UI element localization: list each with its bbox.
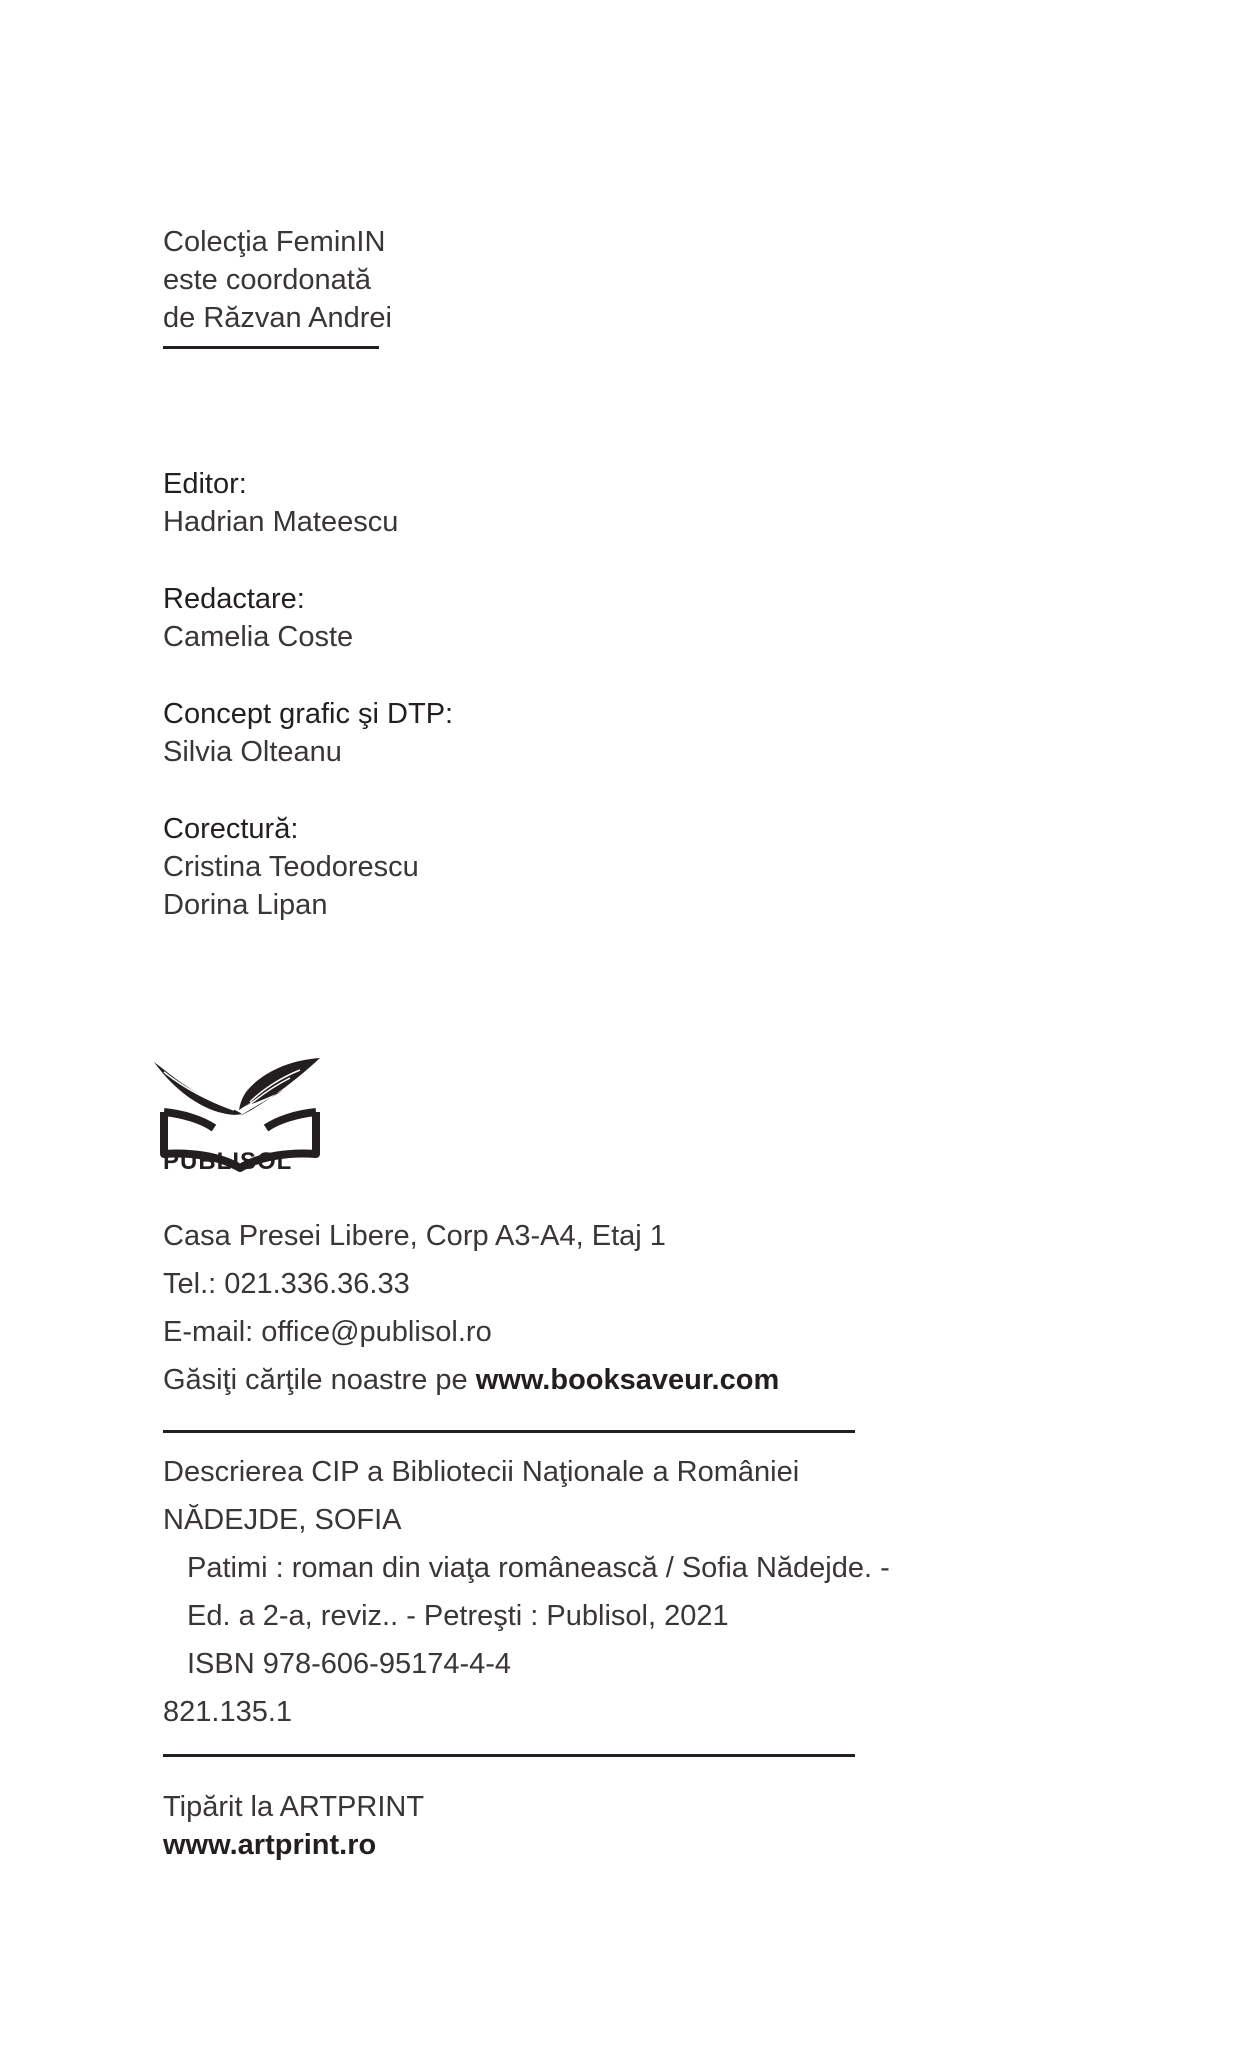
cip-top-divider <box>163 1430 855 1433</box>
credit-label: Corectură: <box>163 813 299 845</box>
cip-classification: 821.135.1 <box>163 1696 293 1728</box>
collection-note <box>163 223 392 337</box>
publisher-logo-name: PUBLISOL <box>163 1148 293 1175</box>
cip-edition: Ed. a 2-a, reviz.. - Petreşti : Publisol, 2021 <box>187 1600 729 1632</box>
credit-name: Hadrian Mateescu <box>163 506 399 538</box>
printed-at: Tipărit la ARTPRINT <box>163 1791 425 1823</box>
collection-line: Colecţia FeminIN <box>163 226 386 258</box>
cip-description <box>163 1448 890 1736</box>
credit-corectura <box>163 810 453 924</box>
credit-dtp <box>163 695 453 771</box>
credit-name: Camelia Coste <box>163 621 354 653</box>
cip-isbn: ISBN 978-606-95174-4-4 <box>187 1648 512 1680</box>
credit-name: Cristina Teodorescu <box>163 851 419 883</box>
credit-name: Dorina Lipan <box>163 889 328 921</box>
credit-label: Concept grafic şi DTP: <box>163 698 454 730</box>
credit-redactare <box>163 580 453 656</box>
publisher-phone: Tel.: 021.336.36.33 <box>163 1268 410 1300</box>
publisher-address: Casa Presei Libere, Corp A3-A4, Etaj 1 <box>163 1220 666 1252</box>
publisher-email: E-mail: office@publisol.ro <box>163 1316 492 1348</box>
printing-info <box>163 1788 424 1864</box>
collection-line: este coordonată <box>163 264 371 296</box>
publisher-contact <box>163 1212 779 1404</box>
collection-line: de Răzvan Andrei <box>163 302 392 334</box>
credits-section <box>163 465 453 963</box>
cip-author: NĂDEJDE, SOFIA <box>163 1504 402 1536</box>
credit-label: Editor: <box>163 468 247 500</box>
credit-editor <box>163 465 453 541</box>
cip-heading: Descrierea CIP a Bibliotecii Naţionale a României <box>163 1456 800 1488</box>
books-prefix: Găsiţi cărţile noastre pe <box>163 1364 476 1396</box>
cip-bottom-divider <box>163 1754 855 1757</box>
collection-divider <box>163 346 379 349</box>
credit-name: Silvia Olteanu <box>163 736 342 768</box>
printer-url-link[interactable]: www.artprint.ro <box>163 1829 377 1861</box>
credit-label: Redactare: <box>163 583 305 615</box>
publisher-books-line <box>163 1356 779 1404</box>
cip-title: Patimi : roman din viaţa românească / Sofia Nădejde. - <box>187 1552 890 1584</box>
books-url-link[interactable]: www.booksaveur.com <box>475 1364 780 1396</box>
